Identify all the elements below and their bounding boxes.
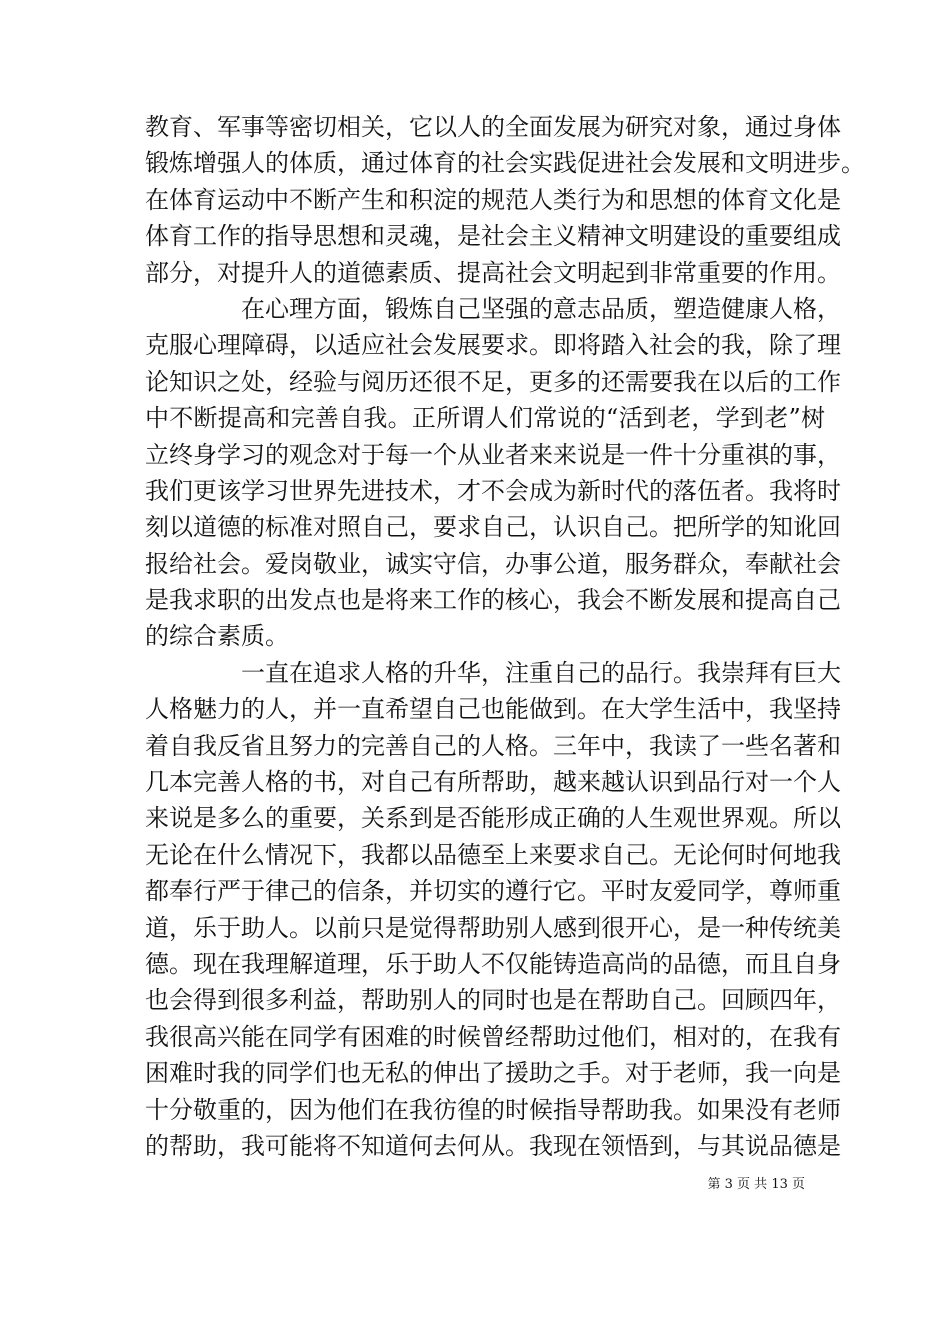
text-line: 我们更该学习世界先进技术，才不会成为新时代的落伍者。我将时: [145, 476, 841, 505]
paragraph: [145, 109, 865, 291]
text-line: 几本完善人格的书，对自己有所帮助，越来越认识到品行对一个人: [145, 768, 841, 797]
text-line: 德。现在我理解道理，乐于助人不仅能铸造高尚的品德，而且自身: [145, 949, 841, 978]
text-line: 也会得到很多利益，帮助别人的同时也是在帮助自己。回顾四年，: [145, 986, 841, 1015]
text-line: 锻炼增强人的体质，通过体育的社会实践促进社会发展和文明进步。: [145, 149, 865, 178]
text-line: 立终身学习的观念对于每一个从业者来来说是一件十分重祺的事，: [145, 440, 841, 469]
text-line: 论知识之处，经验与阅历还很不足，更多的还需要我在以后的工作: [145, 367, 841, 396]
text-line: 我很高兴能在同学有困难的时候曾经帮助过他们，相对的，在我有: [145, 1022, 841, 1051]
text-line: 在心理方面，锻炼自己坚强的意志品质，塑造健康人格，: [241, 294, 841, 323]
text-line: 的帮助，我可能将不知道何去何从。我现在领悟到，与其说品德是: [145, 1131, 841, 1160]
text-line: 体育工作的指导思想和灵魂，是社会主义精神文明建设的重要组成: [145, 222, 841, 251]
text-line: 都奉行严于律己的信条，并切实的遵行它。平时友爱同学，尊师重: [145, 877, 841, 906]
text-line: 克服心理障碍，以适应社会发展要求。即将踏入社会的我，除了理: [145, 331, 841, 360]
text-line: 的综合素质。: [145, 622, 289, 651]
body-text: [145, 109, 865, 1164]
text-line: 刻以道德的标准对照自己，要求自己，认识自己。把所学的知讹回: [145, 513, 841, 542]
text-line: 中不断提高和完善自我。正所谓人们常说的“活到老，学到老”树: [145, 404, 825, 433]
text-line: 是我求职的出发点也是将来工作的核心，我会不断发展和提高自己: [145, 586, 841, 615]
text-line: 教育、军事等密切相关，它以人的全面发展为研究对象，通过身体: [145, 113, 841, 141]
text-line: 道，乐于助人。以前只是觉得帮助别人感到很开心，是一种传统美: [145, 913, 841, 942]
page-number-footer: 第 3 页 共 13 页: [707, 1177, 805, 1192]
text-line: 人格魅力的人，并一直希望自己也能做到。在大学生活中，我坚持: [145, 695, 841, 724]
text-line: 报给社会。爱岗敬业，诚实守信，办事公道，服务群众，奉献社会: [145, 549, 841, 578]
text-line: 困难时我的同学们也无私的伸出了援助之手。对于老师，我一向是: [145, 1059, 841, 1088]
paragraph: [145, 291, 841, 655]
text-line: 无论在什么情况下，我都以品德至上来要求自己。无论何时何地我: [145, 840, 841, 869]
text-line: 部分，对提升人的道德素质、提高社会文明起到非常重要的作用。: [145, 258, 841, 287]
paragraph: [145, 655, 841, 1164]
text-line: 来说是多么的重要，关系到是否能形成正确的人生观世界观。所以: [145, 804, 841, 833]
text-line: 在体育运动中不断产生和积淀的规范人类行为和思想的体育文化是: [145, 185, 841, 214]
text-line: 着自我反省且努力的完善自己的人格。三年中，我读了一些名著和: [145, 731, 841, 760]
text-line: 十分敬重的，因为他们在我彷徨的时候指导帮助我。如果没有老师: [145, 1095, 841, 1124]
text-line: 一直在追求人格的升华，注重自己的品行。我崇拜有巨大: [241, 658, 841, 687]
